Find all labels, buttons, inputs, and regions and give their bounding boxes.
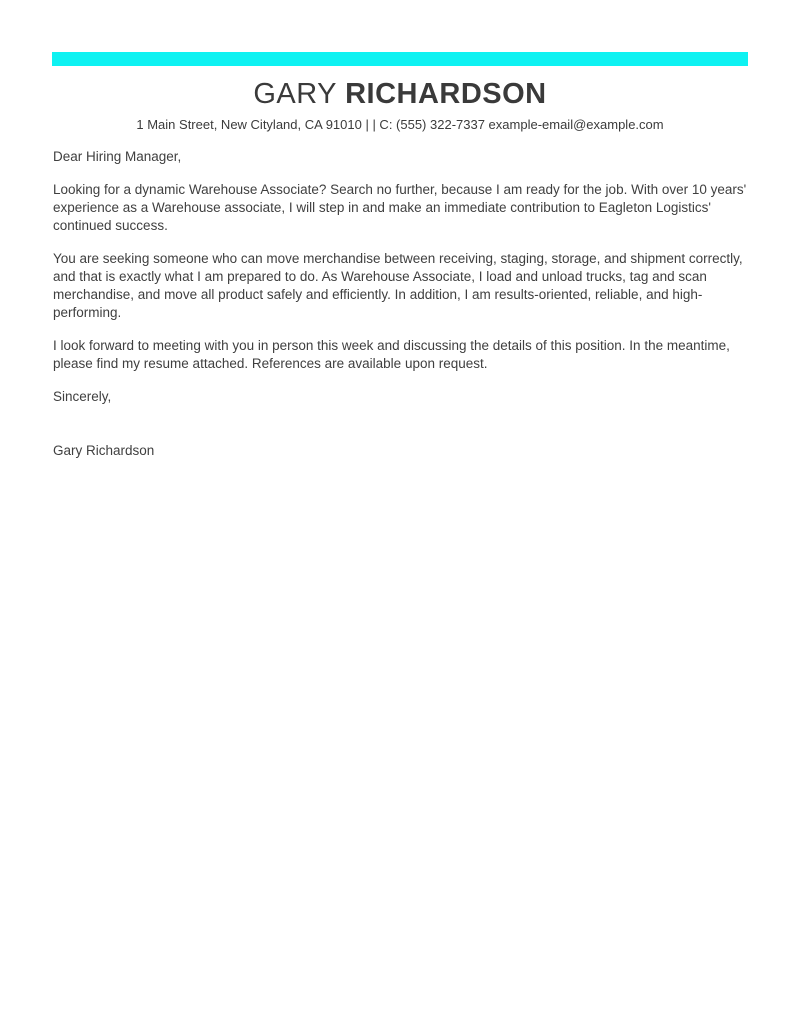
contact-line: 1 Main Street, New Cityland, CA 91010 | | C: (555) 322-7337 example-email@example.com (136, 117, 664, 132)
candidate-last-name: RICHARDSON (345, 78, 547, 110)
letter-body (53, 148, 747, 460)
body-paragraph: Looking for a dynamic Warehouse Associate? Search no further, because I am ready for the job. With over 10 years' experience as a Warehouse associate, I will step in and make an immediate contribution to Eagleton Logistics' continued success. (53, 182, 747, 233)
accent-bar (52, 52, 748, 66)
salutation: Dear Hiring Manager, (53, 149, 182, 164)
closing: Sincerely, (53, 389, 112, 404)
candidate-first-name: GARY (253, 78, 337, 110)
body-paragraph: I look forward to meeting with you in person this week and discussing the details of this position. In the meantime, please find my resume attached. References are available upon request. (53, 338, 730, 371)
body-paragraph: You are seeking someone who can move merchandise between receiving, staging, storage, and shipment correctly, and that is exactly what I am prepared to do. As Warehouse Associate, I load and unload trucks, tag and scan merchandise, and move all product safely and efficiently. In addition, I am results-oriented, reliable, and high-performing. (53, 251, 743, 320)
candidate-name (52, 78, 748, 111)
signature: Gary Richardson (53, 443, 155, 458)
